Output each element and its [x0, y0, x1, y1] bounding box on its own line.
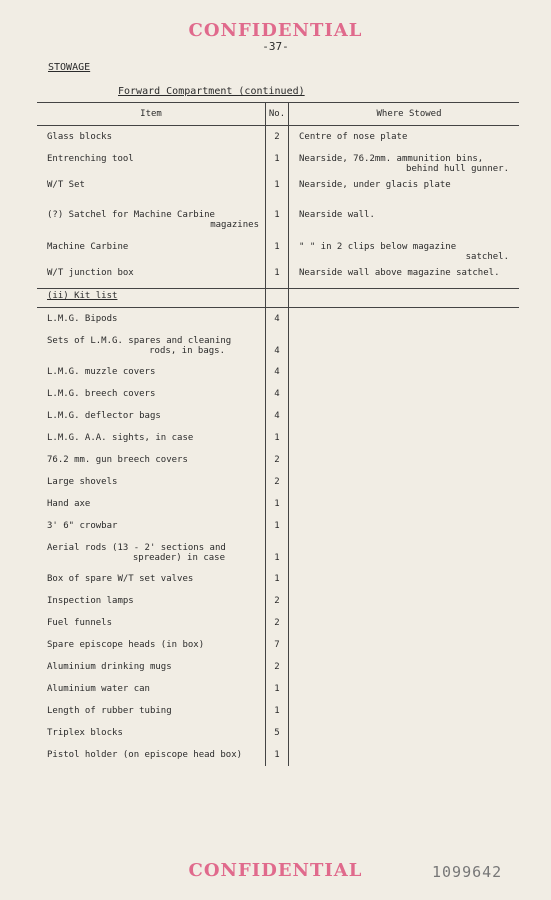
- kit-list-row: [37, 515, 519, 537]
- document-number: 1099642: [432, 863, 503, 881]
- item-name-continued: rods, in bags.: [149, 346, 225, 356]
- kit-list-row: [37, 537, 519, 568]
- where-stowed-continued: satchel.: [465, 252, 509, 262]
- quantity-cell: 4: [266, 330, 289, 361]
- table-row: [37, 204, 519, 236]
- item-cell: [37, 744, 266, 766]
- where-stowed-cell: [289, 308, 520, 331]
- where-stowed-cell: [289, 612, 520, 634]
- where-stowed-text: Nearside, under glacis plate: [299, 180, 451, 190]
- item-cell: [37, 515, 266, 537]
- quantity-cell: 1: [266, 493, 289, 515]
- kit-list-row: [37, 634, 519, 656]
- where-stowed-cell: [289, 568, 520, 590]
- kit-list-row: [37, 744, 519, 766]
- where-stowed-cell: [289, 236, 520, 262]
- where-stowed-cell: [289, 537, 520, 568]
- item-name-continued: spreader) in case: [132, 553, 225, 563]
- quantity-cell: 7: [266, 634, 289, 656]
- table-row: [37, 236, 519, 262]
- item-name: Pistol holder (on episcope head box): [47, 750, 243, 760]
- quantity-cell: 2: [266, 612, 289, 634]
- column-header-item: Item: [37, 103, 266, 126]
- quantity-cell: 2: [266, 449, 289, 471]
- kit-list-row: [37, 612, 519, 634]
- kit-list-row: [37, 493, 519, 515]
- item-name: L.M.G. muzzle covers: [47, 367, 156, 377]
- where-stowed-cell: [289, 678, 520, 700]
- where-stowed-cell: [289, 383, 520, 405]
- kit-list-row: [37, 449, 519, 471]
- where-stowed-continued: behind hull gunner.: [406, 164, 509, 174]
- kit-list-row: [37, 361, 519, 383]
- quantity-cell: 2: [266, 590, 289, 612]
- kit-list-row: [37, 427, 519, 449]
- kit-list-heading-text: (ii) Kit list: [47, 291, 118, 301]
- item-name: Aluminium water can: [47, 684, 150, 694]
- item-cell: [37, 308, 266, 331]
- where-stowed-cell: [289, 148, 520, 174]
- item-cell: [37, 126, 266, 149]
- where-stowed-cell: [289, 405, 520, 427]
- quantity-cell: 4: [266, 361, 289, 383]
- stowage-rows: [37, 126, 519, 289]
- quantity-cell: 1: [266, 427, 289, 449]
- page-number: -37-: [262, 40, 289, 53]
- item-name: Fuel funnels: [47, 618, 113, 628]
- item-name-continued: magazines: [210, 220, 259, 230]
- where-stowed-cell: [289, 590, 520, 612]
- item-name: Inspection lamps: [47, 596, 134, 606]
- item-name: W/T Set: [47, 180, 85, 190]
- item-cell: [37, 537, 266, 568]
- quantity-cell: 1: [266, 148, 289, 174]
- table-row: [37, 126, 519, 149]
- where-stowed-text: Nearside wall.: [299, 210, 375, 220]
- where-stowed-text: Nearside, 76.2mm. ammunition bins,: [299, 154, 484, 164]
- quantity-cell: 1: [266, 174, 289, 204]
- item-cell: [37, 612, 266, 634]
- kit-list-heading: [37, 289, 266, 308]
- column-header-where-stowed: Where Stowed: [289, 103, 520, 126]
- where-stowed-cell: [289, 471, 520, 493]
- item-cell: [37, 471, 266, 493]
- quantity-cell: 1: [266, 700, 289, 722]
- kit-list-row: [37, 700, 519, 722]
- item-name: 76.2 mm. gun breech covers: [47, 455, 188, 465]
- item-cell: [37, 493, 266, 515]
- kit-list-row: [37, 590, 519, 612]
- item-name: Sets of L.M.G. spares and cleaning: [47, 336, 232, 346]
- table-row: [37, 174, 519, 204]
- where-stowed-cell: [289, 330, 520, 361]
- quantity-cell: 1: [266, 537, 289, 568]
- table-row: [37, 148, 519, 174]
- quantity-cell: 5: [266, 722, 289, 744]
- item-cell: [37, 427, 266, 449]
- quantity-cell: 1: [266, 204, 289, 236]
- where-stowed-cell: [289, 515, 520, 537]
- confidential-stamp-bottom: CONFIDENTIAL: [188, 860, 363, 881]
- item-name: L.M.G. breech covers: [47, 389, 156, 399]
- item-cell: [37, 722, 266, 744]
- where-stowed-text: " " in 2 clips below magazine: [299, 242, 457, 252]
- kit-heading-number-cell: [266, 289, 289, 308]
- item-name: L.M.G. deflector bags: [47, 411, 161, 421]
- item-name: Aluminium drinking mugs: [47, 662, 172, 672]
- item-name: Box of spare W/T set valves: [47, 574, 194, 584]
- item-name: Large shovels: [47, 477, 118, 487]
- quantity-cell: 1: [266, 262, 289, 289]
- confidential-stamp-top: CONFIDENTIAL: [188, 20, 363, 41]
- item-cell: [37, 236, 266, 262]
- where-stowed-cell: [289, 174, 520, 204]
- where-stowed-cell: [289, 700, 520, 722]
- item-cell: [37, 449, 266, 471]
- item-name: Length of rubber tubing: [47, 706, 172, 716]
- quantity-cell: 4: [266, 308, 289, 331]
- where-stowed-cell: [289, 361, 520, 383]
- item-cell: [37, 174, 266, 204]
- column-header-number: No.: [266, 103, 289, 126]
- where-stowed-cell: [289, 634, 520, 656]
- quantity-cell: 1: [266, 568, 289, 590]
- item-name: Spare episcope heads (in box): [47, 640, 205, 650]
- kit-list-row: [37, 568, 519, 590]
- kit-list-row: [37, 722, 519, 744]
- quantity-cell: 2: [266, 656, 289, 678]
- quantity-cell: 2: [266, 126, 289, 149]
- quantity-cell: 4: [266, 405, 289, 427]
- item-name: L.M.G. A.A. sights, in case: [47, 433, 194, 443]
- table-row: [37, 262, 519, 289]
- item-cell: [37, 405, 266, 427]
- quantity-cell: 1: [266, 744, 289, 766]
- kit-list-row: [37, 330, 519, 361]
- item-name: L.M.G. Bipods: [47, 314, 118, 324]
- kit-list-row: [37, 383, 519, 405]
- kit-list-heading-row: [37, 289, 519, 308]
- item-cell: [37, 590, 266, 612]
- where-stowed-text: Nearside wall above magazine satchel.: [299, 268, 500, 278]
- where-stowed-cell: [289, 722, 520, 744]
- quantity-cell: 1: [266, 515, 289, 537]
- item-name: W/T junction box: [47, 268, 134, 278]
- kit-list-row: [37, 405, 519, 427]
- kit-list-row: [37, 471, 519, 493]
- quantity-cell: 1: [266, 678, 289, 700]
- stowage-table: [37, 102, 519, 766]
- kit-list-rows: [37, 308, 519, 767]
- item-cell: [37, 262, 266, 289]
- where-stowed-text: Centre of nose plate: [299, 132, 408, 142]
- item-name: Triplex blocks: [47, 728, 123, 738]
- item-name: (?) Satchel for Machine Carbine: [47, 210, 215, 220]
- quantity-cell: 4: [266, 383, 289, 405]
- where-stowed-cell: [289, 262, 520, 289]
- where-stowed-cell: [289, 427, 520, 449]
- where-stowed-cell: [289, 204, 520, 236]
- item-name: Entrenching tool: [47, 154, 134, 164]
- kit-list-row: [37, 308, 519, 331]
- where-stowed-cell: [289, 656, 520, 678]
- item-cell: [37, 148, 266, 174]
- kit-list-row: [37, 678, 519, 700]
- where-stowed-cell: [289, 493, 520, 515]
- item-name: Machine Carbine: [47, 242, 129, 252]
- item-cell: [37, 361, 266, 383]
- item-cell: [37, 383, 266, 405]
- where-stowed-cell: [289, 126, 520, 149]
- quantity-cell: 2: [266, 471, 289, 493]
- item-cell: [37, 330, 266, 361]
- item-cell: [37, 700, 266, 722]
- item-name: Hand axe: [47, 499, 91, 509]
- item-cell: [37, 656, 266, 678]
- item-name: Glass blocks: [47, 132, 113, 142]
- table-header-row: [37, 103, 519, 126]
- item-name: Aerial rods (13 - 2' sections and: [47, 543, 226, 553]
- compartment-heading: Forward Compartment (continued): [118, 86, 305, 97]
- item-cell: [37, 634, 266, 656]
- where-stowed-cell: [289, 744, 520, 766]
- kit-heading-stowed-cell: [289, 289, 520, 308]
- item-name: 3' 6" crowbar: [47, 521, 118, 531]
- item-cell: [37, 204, 266, 236]
- kit-list-row: [37, 656, 519, 678]
- quantity-cell: 1: [266, 236, 289, 262]
- section-title: STOWAGE: [48, 62, 91, 73]
- item-cell: [37, 568, 266, 590]
- where-stowed-cell: [289, 449, 520, 471]
- item-cell: [37, 678, 266, 700]
